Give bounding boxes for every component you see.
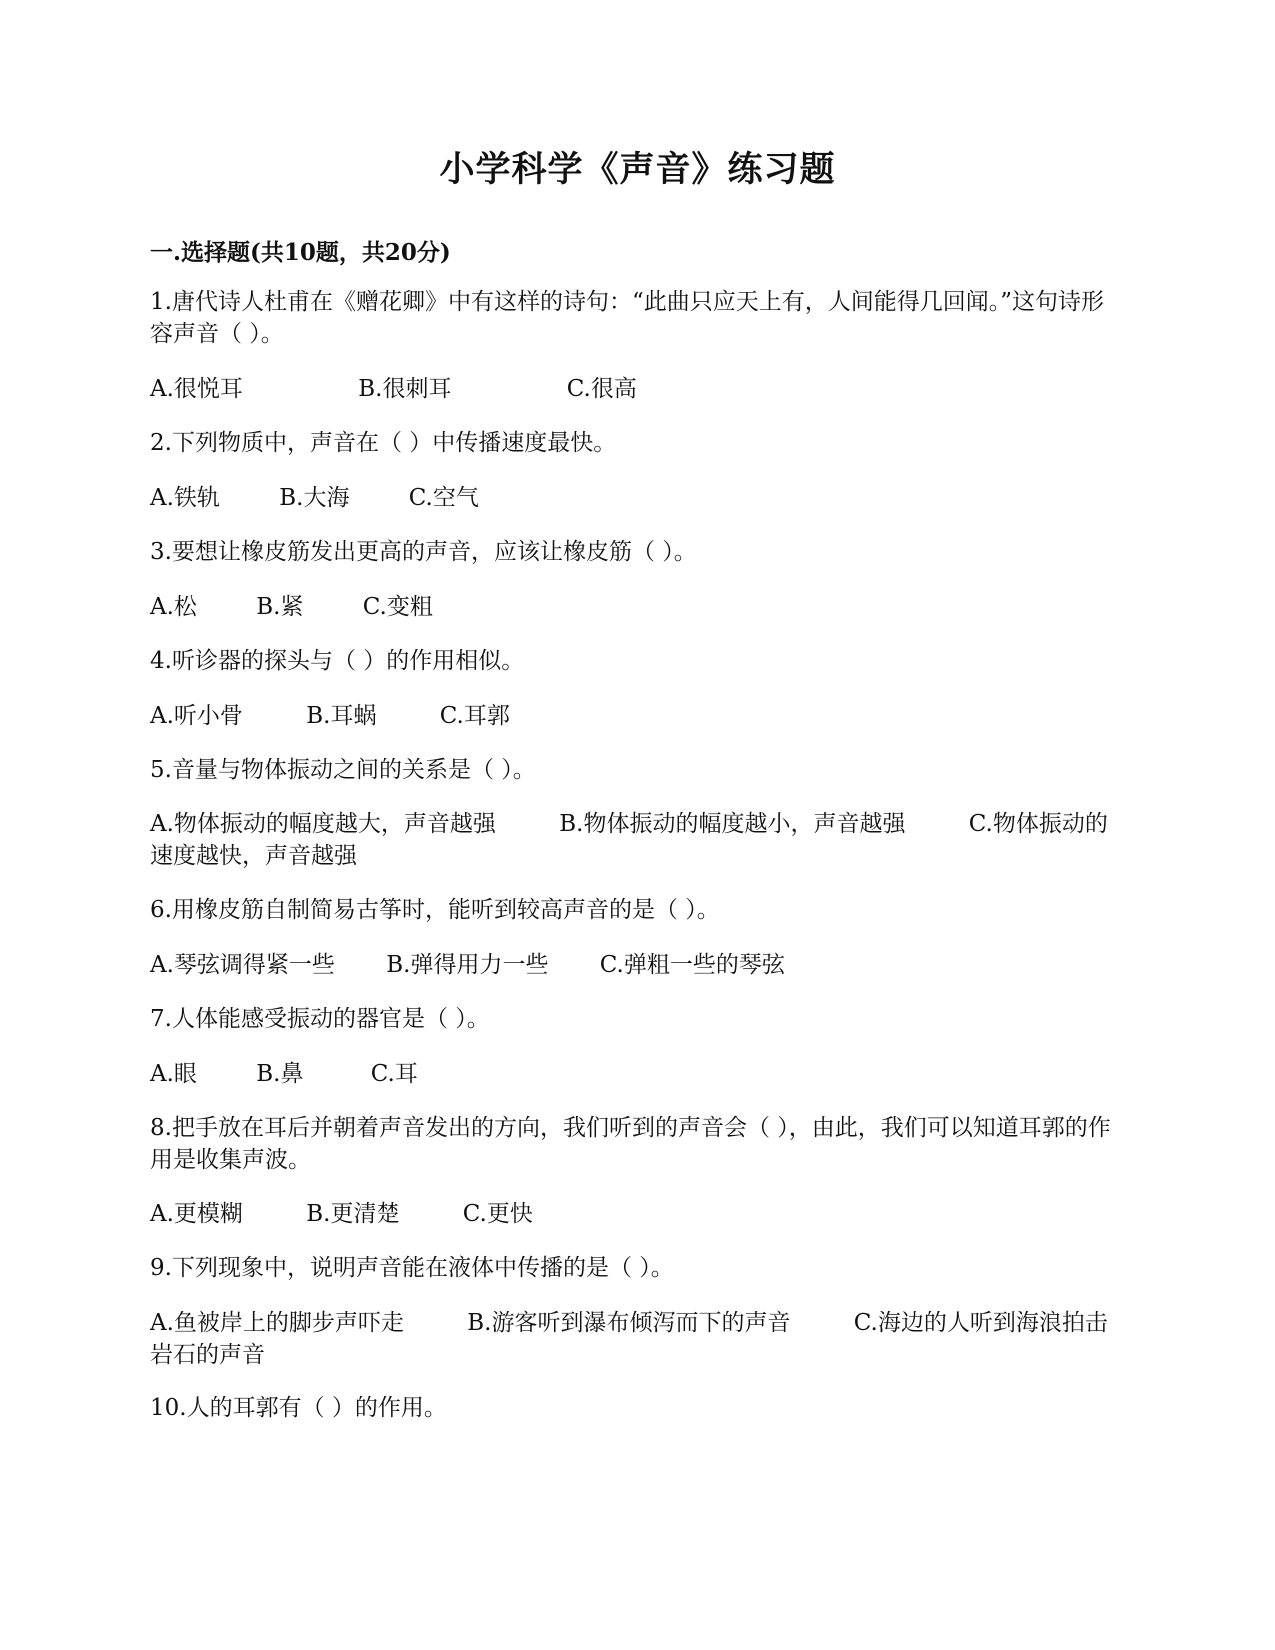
question-5-option-c: C.物体振动的速度越快，声音越强: [150, 811, 1108, 869]
question-1-options: [150, 373, 1125, 405]
page-title: 小学科学《声音》练习题: [439, 149, 836, 190]
question-6-stem: 6.用橡皮筋自制简易古筝时，能听到较高声音的是（ ）。: [150, 897, 720, 923]
question-4-stem: 4.听诊器的探头与（ ）的作用相似。: [150, 648, 525, 674]
question-6-option-a: A.琴弦调得紧一些: [150, 952, 335, 978]
question-2-option-b: B.大海: [279, 485, 350, 511]
question-8-option-b: B.更清楚: [306, 1201, 400, 1227]
question-9-option-c: C.海边的人听到海浪拍击岩石的声音: [150, 1310, 1108, 1368]
question-4-option-a: A.听小骨: [150, 703, 243, 729]
question-3-option-c: C.变粗: [362, 594, 433, 620]
question-1-option-c: C.很高: [566, 376, 637, 402]
question-5-options: [150, 808, 1125, 872]
question-4-option-c: C.耳郭: [439, 703, 510, 729]
question-3-option-a: A.松: [150, 594, 197, 620]
question-1-option-b: B.很刺耳: [358, 376, 452, 402]
question-3-stem: 3.要想让橡皮筋发出更高的声音，应该让橡皮筋（ ）。: [150, 539, 697, 565]
question-6-options: [150, 949, 1125, 981]
question-7-option-b: B.鼻: [256, 1061, 304, 1087]
question-2-options: [150, 482, 1125, 514]
question-8-options: [150, 1198, 1125, 1230]
question-7-stem: 7.人体能感受振动的器官是（ ）。: [150, 1006, 490, 1032]
question-3-option-b: B.紧: [256, 594, 304, 620]
question-8-stem: 8.把手放在耳后并朝着声音发出的方向，我们听到的声音会（ ），由此，我们可以知道耳郭的作用是收集声波。: [150, 1115, 1111, 1173]
question-5-stem: 5.音量与物体振动之间的关系是（ ）。: [150, 757, 536, 783]
question-6-option-b: B.弹得用力一些: [386, 952, 549, 978]
question-9-option-a: A.鱼被岸上的脚步声吓走: [150, 1310, 404, 1336]
question-9-options: [150, 1307, 1125, 1371]
question-2-stem: 2.下列物质中，声音在（ ）中传播速度最快。: [150, 430, 617, 456]
question-3-options: [150, 591, 1125, 623]
question-9-stem: 9.下列现象中，说明声音能在液体中传播的是（ ）。: [150, 1255, 674, 1281]
question-7-options: [150, 1058, 1125, 1090]
question-7-option-c: C.耳: [370, 1061, 418, 1087]
question-5-option-b: B.物体振动的幅度越小，声音越强: [559, 811, 906, 837]
question-1-stem: 1.唐代诗人杜甫在《赠花卿》中有这样的诗句：“此曲只应天上有，人间能得几回闻。”这句诗形容声音（ ）。: [150, 289, 1104, 347]
question-7-option-a: A.眼: [150, 1061, 197, 1087]
question-1-option-a: A.很悦耳: [150, 376, 243, 402]
question-4-options: [150, 700, 1125, 732]
question-4-option-b: B.耳蜗: [306, 703, 377, 729]
question-8-option-a: A.更模糊: [150, 1201, 243, 1227]
question-5-option-a: A.物体振动的幅度越大，声音越强: [150, 811, 496, 837]
question-2-option-c: C.空气: [408, 485, 479, 511]
question-8-option-c: C.更快: [462, 1201, 533, 1227]
question-6-option-c: C.弹粗一些的琴弦: [599, 952, 785, 978]
question-9-option-b: B.游客听到瀑布倾泻而下的声音: [467, 1310, 791, 1336]
question-10-stem: 10.人的耳郭有（ ）的作用。: [150, 1395, 447, 1421]
question-2-option-a: A.铁轨: [150, 485, 220, 511]
section-heading: 一.选择题(共10题，共20分): [150, 239, 451, 266]
